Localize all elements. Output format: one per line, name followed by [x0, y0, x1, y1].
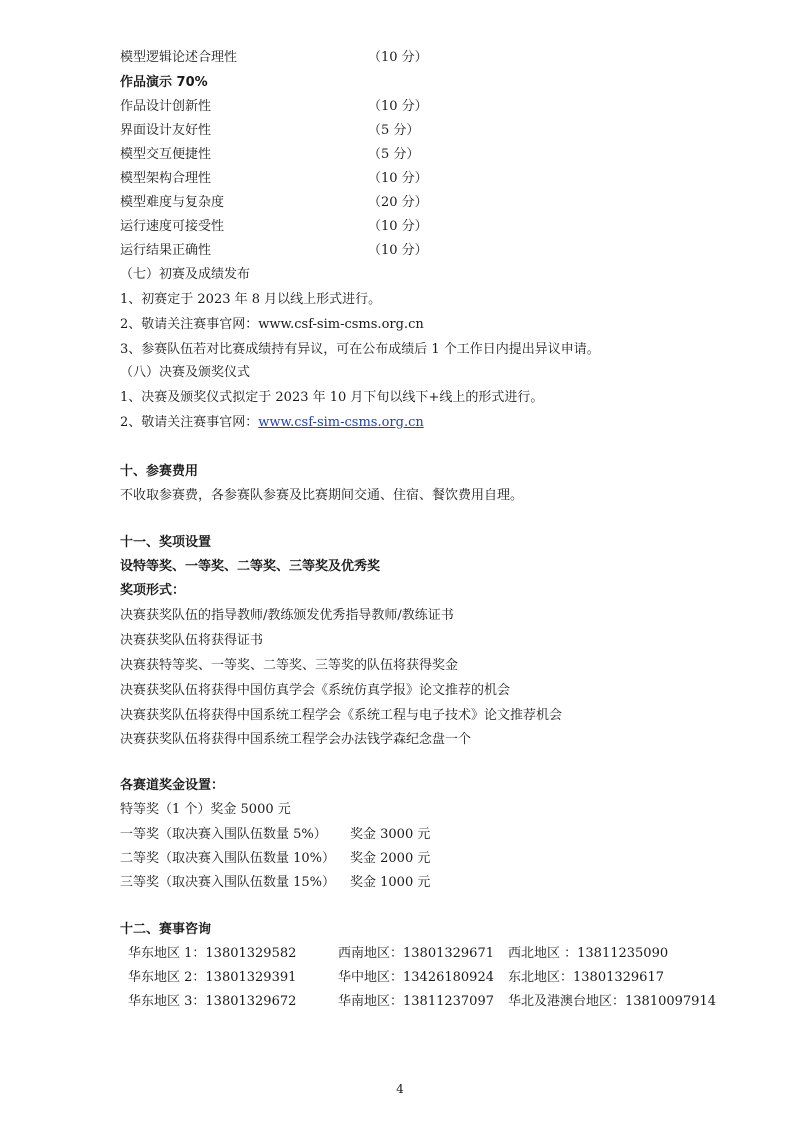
demo-item-score: （5 分）: [368, 147, 420, 162]
demo-item-label: 作品设计创新性: [120, 99, 212, 114]
demo-item-score: （10 分）: [368, 99, 428, 114]
prize-amount: 奖金 3000 元: [350, 827, 431, 842]
prize-line: 一等奖（取决赛入围队伍数量 5%）: [120, 827, 327, 842]
section8-item-prefix: 2、敬请关注赛事官网：: [120, 415, 259, 430]
prize-heading: 各赛道奖金设置：: [120, 778, 225, 793]
demo-item-score: （10 分）: [368, 219, 428, 234]
contact-entry: 东北地区：13801329617: [508, 970, 664, 985]
demo-heading: 作品演示 70%: [120, 75, 208, 90]
award-form-item: 决赛获奖队伍将获得证书: [120, 633, 264, 648]
award-form-item: 决赛获奖队伍将获得中国系统工程学会《系统工程与电子技术》论文推荐机会: [120, 708, 563, 723]
demo-item-score: （10 分）: [368, 171, 428, 186]
demo-item-label: 运行结果正确性: [120, 243, 212, 258]
fees-text: 不收取参赛费，各参赛队参赛及比赛期间交通、住宿、餐饮费用自理。: [120, 488, 524, 503]
contact-entry: 华东地区 1：13801329582: [128, 946, 297, 961]
score-value: （10 分）: [368, 50, 428, 65]
award-form-item: 决赛获奖队伍将获得中国仿真学会《系统仿真学报》论文推荐的机会: [120, 683, 511, 698]
prize-amount: 奖金 1000 元: [350, 875, 431, 890]
contact-heading: 十二、赛事咨询: [120, 922, 212, 937]
demo-item-label: 模型架构合理性: [120, 171, 212, 186]
contact-entry: 华中地区：13426180924: [338, 970, 494, 985]
contact-entry: 西南地区：13801329671: [338, 946, 494, 961]
score-label: 模型逻辑论述合理性: [120, 50, 238, 65]
award-form-item: 决赛获特等奖、一等奖、二等奖、三等奖的队伍将获得奖金: [120, 658, 459, 673]
prize-line: 二等奖（取决赛入围队伍数量 10%）: [120, 851, 336, 866]
contact-entry: 华东地区 3：13801329672: [128, 994, 297, 1009]
section8-title: （八）决赛及颁奖仪式: [120, 365, 251, 380]
contact-entry: 华南地区：13811237097: [338, 994, 494, 1009]
award-form-item: 决赛获奖队伍的指导教师/教练颁发优秀指导教师/教练证书: [120, 608, 454, 623]
awards-heading: 十一、奖项设置: [120, 535, 212, 550]
page-number: 4: [396, 1082, 404, 1096]
section7-item: 1、初赛定于 2023 年 8 月以线上形式进行。: [120, 292, 382, 307]
demo-item-score: （10 分）: [368, 243, 428, 258]
contact-entry: 华北及港澳台地区：13810097914: [508, 994, 716, 1009]
prize-line: 三等奖（取决赛入围队伍数量 15%）: [120, 875, 336, 890]
demo-item-label: 模型难度与复杂度: [120, 195, 225, 210]
awards-form-heading: 奖项形式：: [120, 583, 186, 598]
demo-item-label: 模型交互便捷性: [120, 147, 212, 162]
contact-entry: 华东地区 2：13801329391: [128, 970, 297, 985]
prize-line: 特等奖（1 个）奖金 5000 元: [120, 802, 291, 817]
section7-title: （七）初赛及成绩发布: [120, 267, 251, 282]
demo-item-score: （20 分）: [368, 195, 428, 210]
section8-item: [120, 414, 424, 432]
demo-item-label: 界面设计友好性: [120, 123, 212, 138]
section7-item: 2、敬请关注赛事官网：www.csf-sim-csms.org.cn: [120, 317, 424, 332]
awards-subheading: 设特等奖、一等奖、二等奖、三等奖及优秀奖: [120, 559, 381, 574]
contact-entry: 西北地区 ：13811235090: [508, 946, 669, 961]
fees-heading: 十、参赛费用: [120, 464, 199, 479]
prize-amount: 奖金 2000 元: [350, 851, 431, 866]
section8-item: 1、决赛及颁奖仪式拟定于 2023 年 10 月下旬以线下+线上的形式进行。: [120, 390, 544, 405]
demo-item-score: （5 分）: [368, 123, 420, 138]
section7-item: 3、参赛队伍若对比赛成绩持有异议，可在公布成绩后 1 个工作日内提出异议申请。: [120, 342, 600, 357]
demo-item-label: 运行速度可接受性: [120, 219, 225, 234]
official-site-link[interactable]: www.csf-sim-csms.org.cn: [258, 415, 424, 430]
award-form-item: 决赛获奖队伍将获得中国系统工程学会办法钱学森纪念盘一个: [120, 732, 472, 747]
